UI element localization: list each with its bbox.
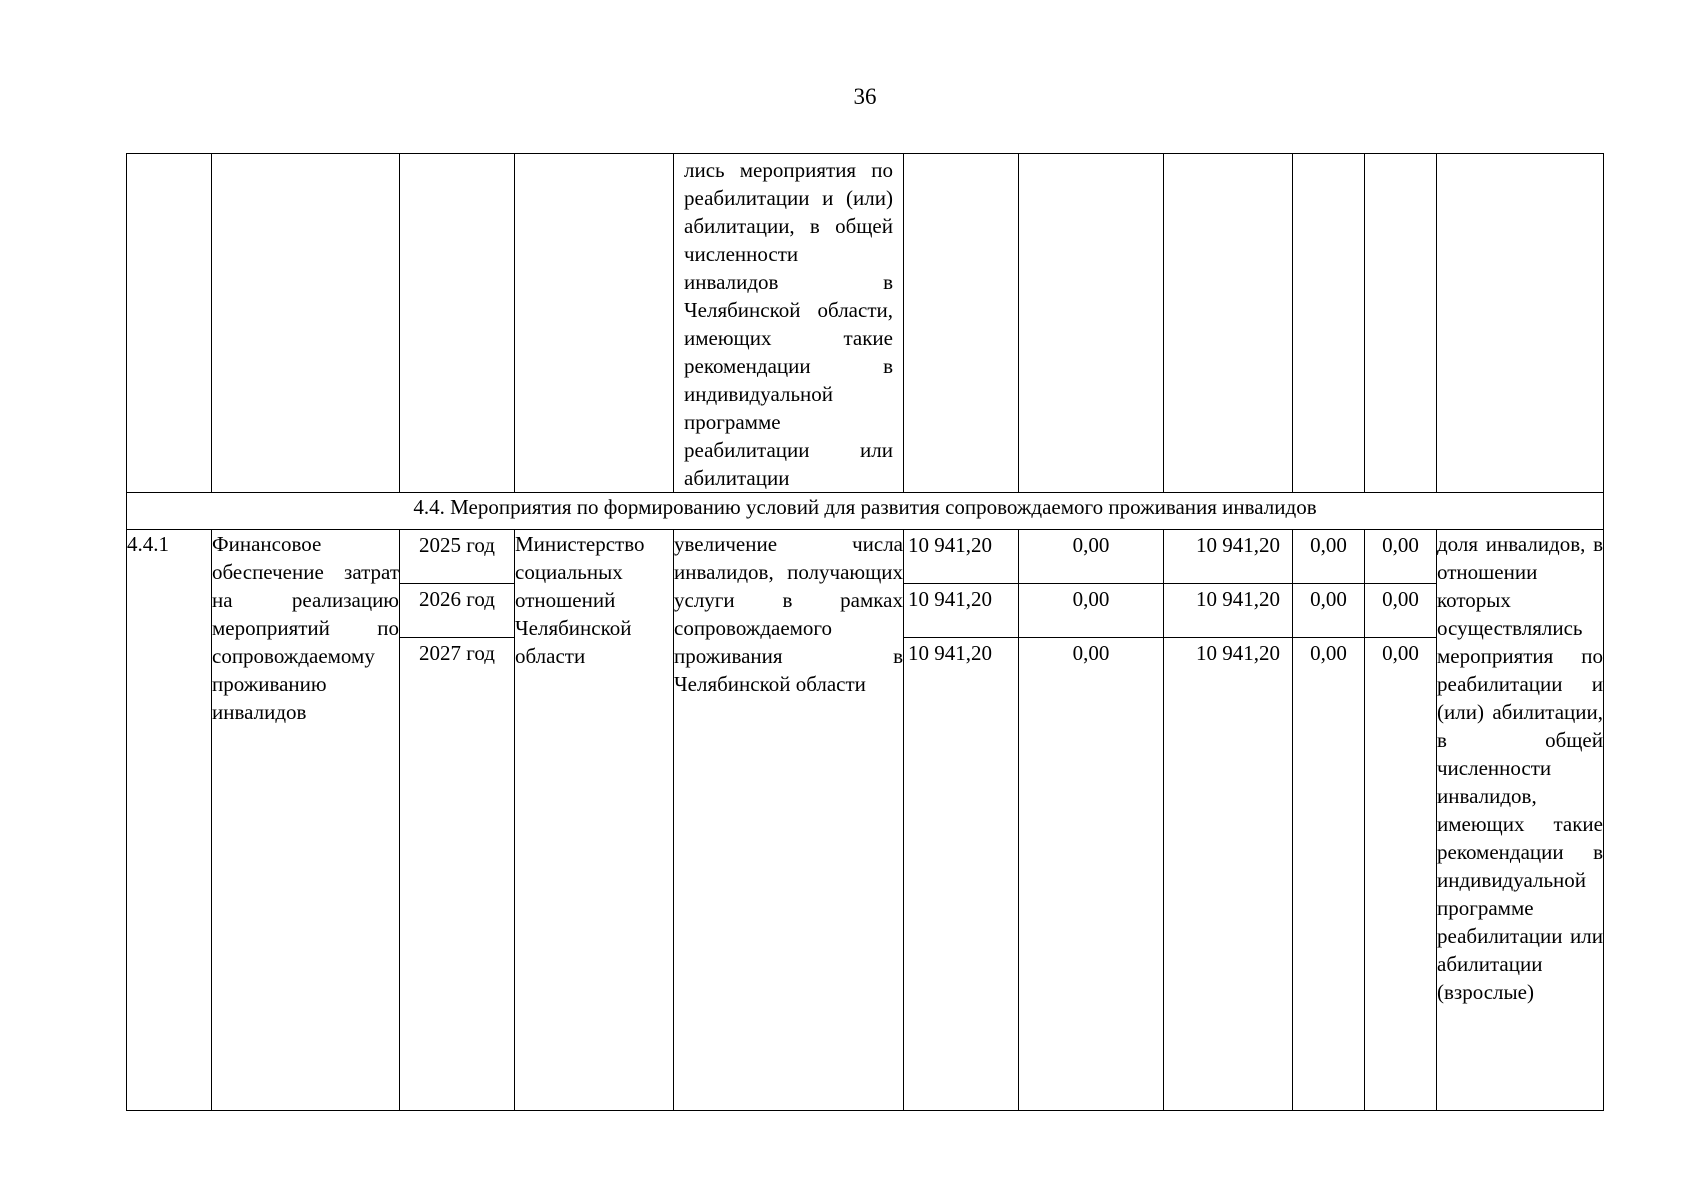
row-v2-cell bbox=[1164, 530, 1293, 1111]
cont-cell-v4 bbox=[1365, 154, 1437, 493]
cont-cell-indicator bbox=[674, 154, 904, 493]
year-2026: 2026 год bbox=[400, 584, 514, 638]
row-total-cell bbox=[904, 530, 1019, 1111]
row-measure-name: Финансовое обеспечение затрат на реализацию мероприятий по сопровождаемому проживанию инвалидов bbox=[212, 530, 400, 1111]
total-2026: 10 941,20 bbox=[904, 584, 1018, 638]
v1-2027: 0,00 bbox=[1072, 641, 1110, 665]
cont-cell-v2 bbox=[1164, 154, 1293, 493]
page-number: 36 bbox=[853, 84, 877, 109]
program-table bbox=[126, 153, 1604, 1111]
v4-2027: 0,00 bbox=[1382, 641, 1419, 665]
v1-2025: 0,00 bbox=[1019, 530, 1163, 584]
v4-2025: 0,00 bbox=[1365, 530, 1436, 584]
cont-cell-name bbox=[212, 154, 400, 493]
table-row bbox=[127, 530, 1604, 1111]
cont-cell-executor bbox=[515, 154, 674, 493]
v4-2026: 0,00 bbox=[1365, 584, 1436, 638]
cont-cell-v3 bbox=[1293, 154, 1365, 493]
row-v4-cell bbox=[1365, 530, 1437, 1111]
total-2025: 10 941,20 bbox=[904, 530, 1018, 584]
cont-cell-year bbox=[400, 154, 515, 493]
continued-row bbox=[127, 154, 1604, 493]
row-v1-cell bbox=[1019, 530, 1164, 1111]
row-indicator: доля инвалидов, в отношении которых осуществлялись мероприятия по реабилитации и (или) абилитации, в общей численности инвалидов, имеющих такие рекомендации в индивидуальной программе реабилитации или абилитации (взрослые) bbox=[1437, 530, 1604, 1111]
section-row bbox=[127, 493, 1604, 530]
v2-2026: 10 941,20 bbox=[1164, 584, 1292, 638]
v2-2027: 10 941,20 bbox=[1196, 641, 1280, 665]
row-years-cell bbox=[400, 530, 515, 1111]
year-2027: 2027 год bbox=[419, 641, 495, 665]
cont-cell-number bbox=[127, 154, 212, 493]
cont-cell-total bbox=[904, 154, 1019, 493]
total-2027: 10 941,20 bbox=[908, 641, 992, 665]
cont-cell-result bbox=[1437, 154, 1604, 493]
cont-cell-v1 bbox=[1019, 154, 1164, 493]
v3-2025: 0,00 bbox=[1293, 530, 1364, 584]
v3-2027: 0,00 bbox=[1310, 641, 1347, 665]
section-title: 4.4. Мероприятия по формированию условий для развития сопровождаемого проживания инвалидов bbox=[127, 493, 1604, 530]
year-2025: 2025 год bbox=[400, 530, 514, 584]
row-number: 4.4.1 bbox=[127, 530, 212, 1111]
continued-indicator-text: лись мероприятия по реабилитации и (или) абилитации, в общей численности инвалидов в Челябинской области, имеющих такие рекомендации в индивидуальной программе реабилитации или абилитации bbox=[684, 158, 893, 490]
row-result: увеличение числа инвалидов, получающих услуги в рамках сопровождаемого проживания в Челябинской области bbox=[674, 530, 904, 1111]
v2-2025: 10 941,20 bbox=[1164, 530, 1292, 584]
row-v3-cell bbox=[1293, 530, 1365, 1111]
row-executor: Министерство социальных отношений Челябинской области bbox=[515, 530, 674, 1111]
v3-2026: 0,00 bbox=[1293, 584, 1364, 638]
v1-2026: 0,00 bbox=[1019, 584, 1163, 638]
